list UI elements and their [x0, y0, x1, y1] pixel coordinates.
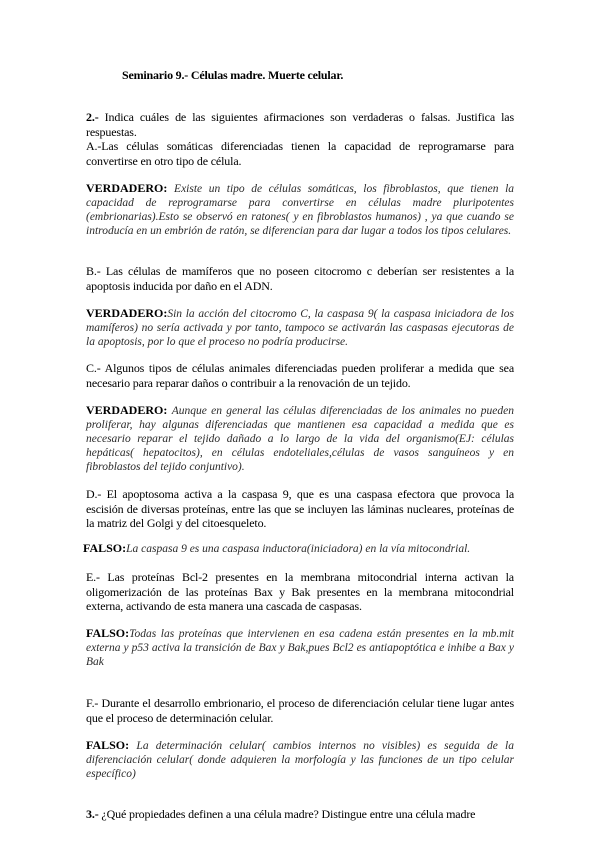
page-title: Seminario 9.- Células madre. Muerte celular.	[122, 68, 344, 82]
question-3-number: 3.-	[86, 807, 99, 821]
answer-b-sep: :	[163, 306, 168, 320]
answer-e-sep: :	[125, 626, 130, 640]
answer-c-text: Aunque en general las células diferenciadas de los animales no pueden proliferar, hay algunas diferenciadas que mantienen esa capacidad a medida que es necesario reparar el tejido dañado a lo largo de la vida del organismo(EJ: células hepáticas( hepatocitos), en células endoteliales,células de vasos sanguíneos y en fibroblastos del tejido conjuntivo).	[86, 405, 514, 473]
answer-c	[86, 403, 514, 474]
question-3-prompt	[86, 807, 514, 822]
question-2-prompt	[86, 110, 514, 139]
answer-b-label: VERDADERO	[86, 306, 164, 320]
answer-f-label: FALSO	[86, 738, 126, 752]
statement-a: A.-Las células somáticas diferenciadas tienen la capacidad de reprogramarse para convertirse en otro tipo de célula.	[86, 139, 514, 168]
question-2-text: Indica cuáles de las siguientes afirmaciones son verdaderas o falsas. Justifica las respuestas.	[86, 110, 514, 139]
question-2-number: 2.-	[86, 110, 99, 124]
answer-f-sep: :	[125, 738, 137, 752]
answer-d-text: La caspasa 9 es una caspasa inductora(iniciadora) en la vía mitocondrial.	[126, 543, 471, 555]
answer-c-sep: :	[163, 403, 172, 417]
answer-e-text: Todas las proteínas que intervienen en esa cadena están presentes en la mb.mit externa y p53 activa la transición de Bax y Bak,pues Bcl2 es antiapoptótica e inhibe a Bax y Bak	[86, 628, 514, 668]
statement-d: D.- El apoptosoma activa a la caspasa 9, que es una caspasa efectora que provoca la escisión de diversas proteínas, entre las que se incluyen las láminas nucleares, proteínas de la matriz del Golgi y del citoesqueleto.	[86, 487, 514, 530]
statement-f: F.- Durante el desarrollo embrionario, el proceso de diferenciación celular tiene lugar antes que el proceso de determinación celular.	[86, 696, 514, 725]
statement-b: B.- Las células de mamíferos que no poseen citocromo c deberían ser resistentes a la apoptosis inducida por daño en el ADN.	[86, 264, 514, 293]
question-3-text: ¿Qué propiedades definen a una célula madre? Distingue entre una célula madre	[101, 807, 476, 821]
statement-c: C.- Algunos tipos de células animales diferenciadas pueden proliferar a medida que sea necesario para reparar daños o contribuir a la renovación de un tejido.	[86, 361, 514, 390]
answer-f	[86, 738, 514, 781]
answer-a-text: Existe un tipo de células somáticas, los fibroblastos, que tienen la capacidad de reprogramarse para convertirse en células madre pluripotentes (embrionarias).Esto se observó en ratones( y en fibroblastos humanos) , ya que cuando se introducía en un embrión de ratón, se diferencian para dar lugar a todos los tipos celulares.	[86, 183, 515, 237]
answer-a	[86, 181, 514, 238]
answer-d-label: FALSO	[83, 541, 123, 555]
answer-d	[83, 541, 515, 556]
answer-d-sep: :	[122, 541, 127, 555]
answer-a-label: VERDADERO	[86, 181, 164, 195]
answer-e-label: FALSO	[86, 626, 126, 640]
answer-e	[86, 626, 514, 669]
statement-e: E.- Las proteínas Bcl-2 presentes en la membrana mitocondrial interna activan la oligomerización de las proteínas Bax y Bak presentes en la membrana mitocondrial externa, activando de esta manera una cascada de caspasas.	[86, 570, 514, 613]
answer-b	[86, 306, 514, 349]
answer-f-text: La determinación celular( cambios internos no visibles) es seguida de la diferenciación celular( donde adquieren la morfología y las funciones de un tipo celular específico)	[86, 740, 515, 780]
answer-a-sep: :	[163, 181, 175, 195]
answer-c-label: VERDADERO	[86, 403, 164, 417]
answer-b-text: Sin la acción del citocromo C, la caspasa 9( la caspasa iniciadora de los mamíferos) no sería activada y por tanto, tampoco se activarán las caspasas ejecutoras de la apoptosis, por lo que el proceso no podría producirse.	[86, 308, 514, 348]
